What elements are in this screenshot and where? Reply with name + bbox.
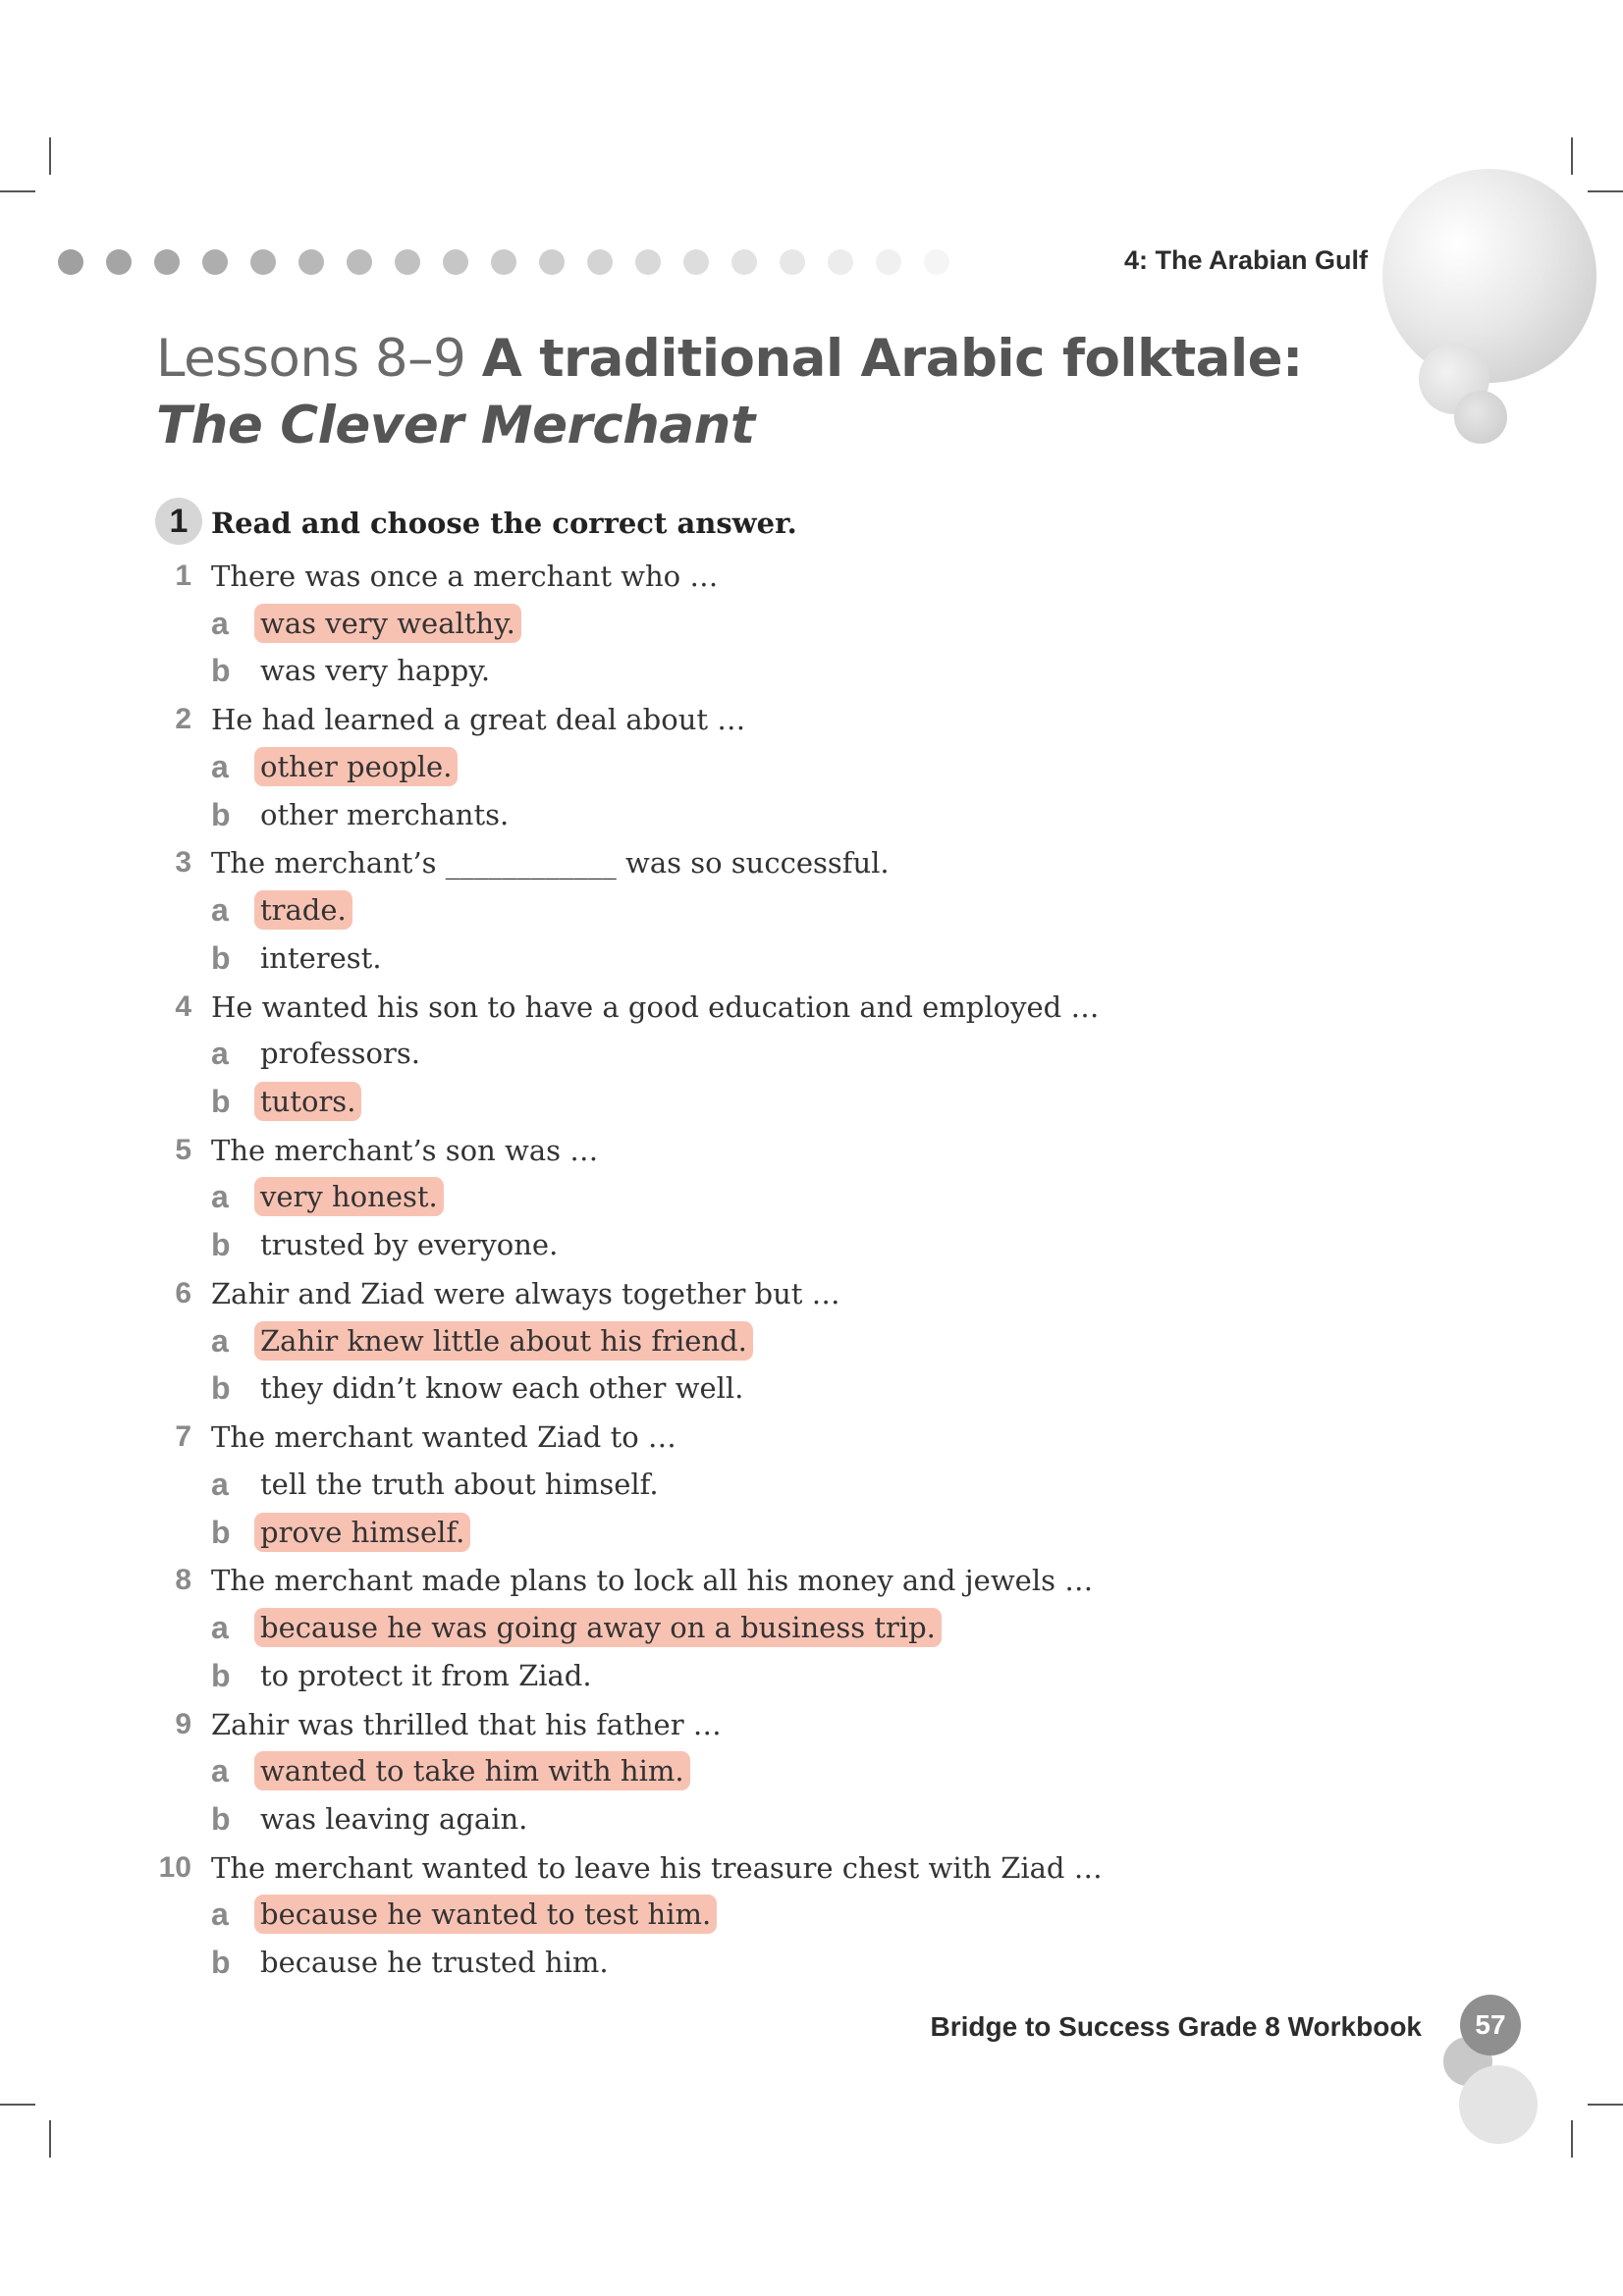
option-text: tell the truth about himself. <box>260 1467 659 1501</box>
question-item <box>0 1269 1178 1413</box>
option-text: was very happy. <box>260 654 491 688</box>
progress-dot <box>298 249 324 275</box>
option-letter: a <box>211 1753 229 1789</box>
question-text: The merchant’s ____________ was so successful. <box>211 846 890 881</box>
decorative-bubble-footer-large <box>1459 2065 1538 2144</box>
exercise-instruction: Read and choose the correct answer. <box>211 507 797 540</box>
question-text: Zahir was thrilled that his father … <box>211 1707 722 1741</box>
question-stem <box>0 1843 1178 1892</box>
option-letter: b <box>211 1657 231 1693</box>
progress-dot <box>395 249 420 275</box>
answer-option-b[interactable] <box>0 1078 1178 1126</box>
question-text: The merchant made plans to lock all his money and jewels … <box>211 1564 1094 1598</box>
question-stem <box>0 1269 1178 1317</box>
option-text: Zahir knew little about his friend. <box>254 1321 753 1361</box>
answer-option-b[interactable] <box>0 1509 1178 1557</box>
question-item <box>0 983 1178 1126</box>
progress-dot <box>154 249 180 275</box>
progress-dot <box>106 249 132 275</box>
question-item <box>0 1413 1178 1556</box>
answer-option-b[interactable] <box>0 1939 1178 1987</box>
option-text: to protect it from Ziad. <box>260 1658 592 1692</box>
option-letter: a <box>211 1322 229 1359</box>
question-number: 3 <box>175 846 191 880</box>
question-list <box>0 552 1178 1987</box>
lesson-heading: A traditional Arabic folktale: <box>481 329 1303 389</box>
question-stem <box>0 1700 1178 1748</box>
progress-dot <box>443 249 468 275</box>
option-text: wanted to take him with him. <box>254 1751 690 1790</box>
answer-option-a[interactable] <box>0 1604 1178 1652</box>
crop-mark <box>0 190 35 192</box>
question-number: 6 <box>175 1276 191 1309</box>
progress-dot <box>539 249 565 275</box>
progress-dot <box>587 249 613 275</box>
crop-mark <box>49 137 51 175</box>
option-letter: b <box>211 1370 231 1407</box>
option-letter: a <box>211 1610 229 1645</box>
question-text: The merchant’s son was … <box>211 1133 599 1167</box>
option-letter: b <box>211 1083 231 1119</box>
option-letter: a <box>211 748 229 784</box>
crop-mark <box>1571 137 1573 175</box>
lesson-subtitle: The Clever Merchant <box>156 396 755 455</box>
option-letter: b <box>211 1514 231 1550</box>
option-text: interest. <box>260 940 382 975</box>
lesson-title <box>156 329 1303 389</box>
question-stem <box>0 983 1178 1031</box>
question-item <box>0 1843 1178 1987</box>
option-text: tutors. <box>254 1082 361 1121</box>
question-stem <box>0 1556 1178 1604</box>
answer-option-b[interactable] <box>0 791 1178 839</box>
page-number: 57 <box>1460 1995 1521 2056</box>
option-letter: a <box>211 1896 229 1933</box>
question-stem <box>0 838 1178 886</box>
progress-dot <box>202 249 228 275</box>
crop-mark <box>1571 2120 1573 2158</box>
question-number: 7 <box>175 1420 191 1454</box>
question-text: The merchant wanted Ziad to … <box>211 1420 676 1455</box>
answer-option-b[interactable] <box>0 1221 1178 1269</box>
option-letter: a <box>211 1036 229 1072</box>
option-letter: a <box>211 605 229 641</box>
option-text: trusted by everyone. <box>260 1228 559 1262</box>
question-item <box>0 1700 1178 1843</box>
crop-mark <box>1588 2104 1623 2106</box>
option-text: very honest. <box>254 1177 444 1216</box>
crop-mark <box>49 2120 51 2158</box>
option-letter: b <box>211 653 231 689</box>
answer-option-b[interactable] <box>0 647 1178 695</box>
crop-mark <box>1588 190 1623 192</box>
answer-option-a[interactable] <box>0 1317 1178 1365</box>
answer-option-b[interactable] <box>0 1364 1178 1413</box>
lesson-number: Lessons 8–9 <box>156 329 466 389</box>
progress-dot <box>250 249 276 275</box>
question-number: 9 <box>175 1707 191 1740</box>
option-text: because he trusted him. <box>260 1946 609 1980</box>
question-text: Zahir and Ziad were always together but … <box>211 1276 840 1310</box>
question-text: There was once a merchant who … <box>211 560 719 593</box>
exercise-number: 1 <box>155 498 202 545</box>
progress-dot <box>683 249 709 275</box>
progress-dot <box>828 249 853 275</box>
progress-dot <box>731 249 757 275</box>
answer-option-a[interactable] <box>0 1747 1178 1795</box>
answer-option-b[interactable] <box>0 1652 1178 1700</box>
question-item <box>0 552 1178 695</box>
question-text: He wanted his son to have a good education and employed … <box>211 989 1100 1024</box>
question-number: 1 <box>175 560 191 592</box>
progress-dot <box>924 249 949 275</box>
question-stem <box>0 1126 1178 1174</box>
answer-option-a[interactable] <box>0 1173 1178 1221</box>
answer-option-b[interactable] <box>0 1795 1178 1843</box>
option-letter: a <box>211 892 229 929</box>
question-stem <box>0 695 1178 743</box>
option-text: was very wealthy. <box>254 604 521 643</box>
answer-option-a[interactable] <box>0 886 1178 934</box>
question-text: The merchant wanted to leave his treasure chest with Ziad … <box>211 1850 1103 1885</box>
question-item <box>0 1126 1178 1269</box>
question-stem <box>0 552 1178 600</box>
book-title: Bridge to Success Grade 8 Workbook <box>930 2011 1422 2042</box>
question-number: 5 <box>175 1133 191 1166</box>
decorative-bubble-small <box>1454 391 1507 444</box>
option-text: other merchants. <box>260 797 510 831</box>
option-letter: b <box>211 939 231 976</box>
option-text: because he was going away on a business trip. <box>254 1608 942 1647</box>
question-number: 10 <box>158 1850 191 1884</box>
option-letter: a <box>211 1179 229 1215</box>
option-text: was leaving again. <box>260 1801 528 1836</box>
decorative-bubble-large <box>1382 169 1596 383</box>
option-text: because he wanted to test him. <box>254 1895 717 1934</box>
question-number: 8 <box>175 1564 191 1597</box>
question-number: 4 <box>175 989 191 1023</box>
progress-dots <box>58 249 972 275</box>
option-letter: a <box>211 1466 229 1502</box>
question-stem <box>0 1413 1178 1461</box>
option-text: professors. <box>260 1037 420 1071</box>
progress-dot <box>635 249 661 275</box>
progress-dot <box>780 249 805 275</box>
crop-mark <box>0 2104 35 2106</box>
option-letter: b <box>211 1945 231 1981</box>
option-letter: b <box>211 1800 231 1837</box>
answer-option-a[interactable] <box>0 1891 1178 1939</box>
option-text: other people. <box>254 747 458 786</box>
option-letter: b <box>211 796 231 832</box>
progress-dot <box>876 249 901 275</box>
answer-option-a[interactable] <box>0 600 1178 648</box>
question-item <box>0 695 1178 838</box>
question-item <box>0 1556 1178 1699</box>
answer-option-b[interactable] <box>0 934 1178 983</box>
answer-option-a[interactable] <box>0 1461 1178 1509</box>
question-text: He had learned a great deal about … <box>211 703 746 737</box>
chapter-title: 4: The Arabian Gulf <box>1123 245 1368 275</box>
progress-dot <box>491 249 516 275</box>
option-text: trade. <box>254 890 352 930</box>
option-text: prove himself. <box>254 1513 470 1552</box>
progress-dot <box>58 249 83 275</box>
option-text: they didn’t know each other well. <box>260 1371 744 1406</box>
answer-option-a[interactable] <box>0 1030 1178 1078</box>
question-item <box>0 838 1178 982</box>
progress-dot <box>347 249 372 275</box>
option-letter: b <box>211 1227 231 1263</box>
question-number: 2 <box>175 703 191 736</box>
answer-option-a[interactable] <box>0 743 1178 791</box>
